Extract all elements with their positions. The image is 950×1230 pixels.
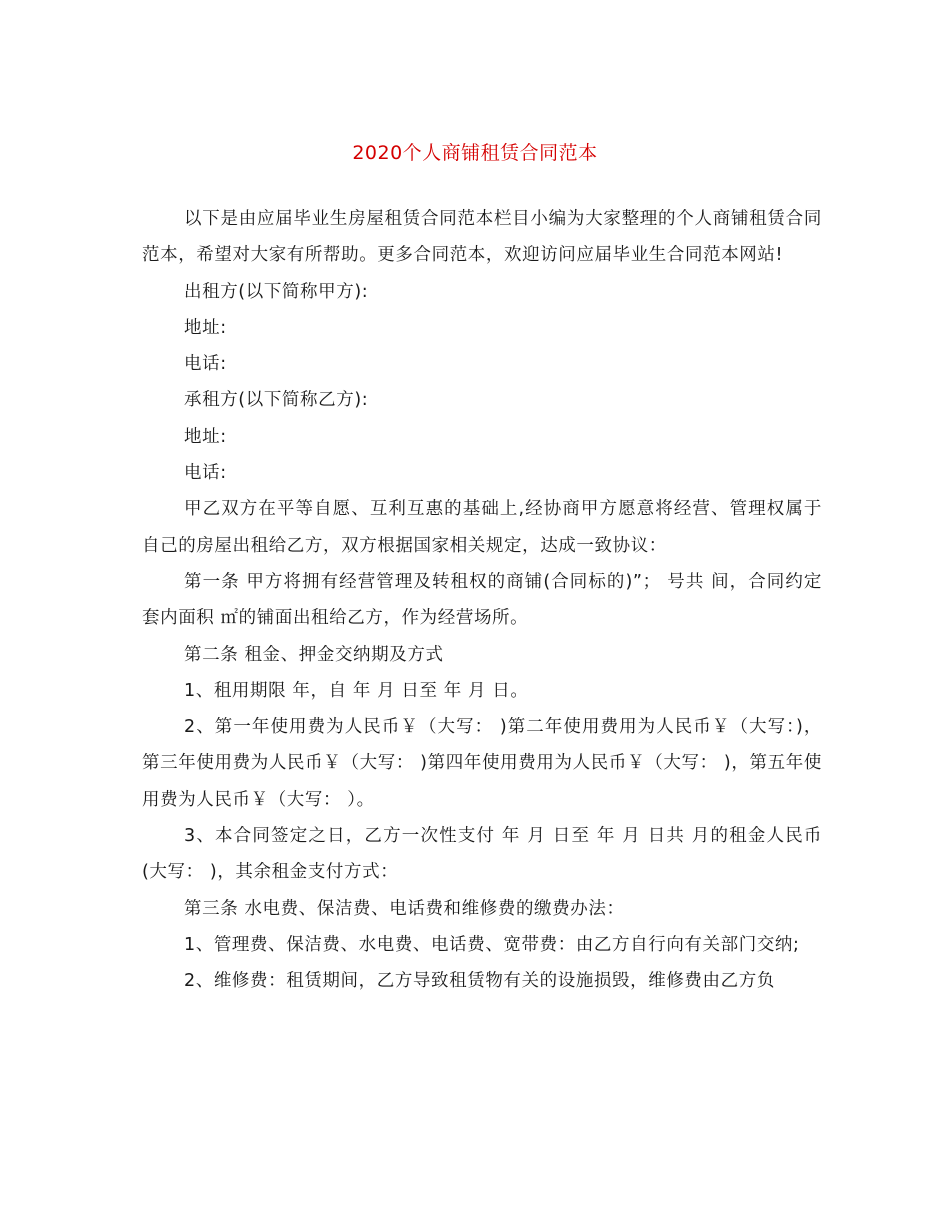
- paragraph-article-2-heading: 第二条 租金、押金交纳期及方式: [184, 644, 444, 665]
- paragraph-agreement: 甲乙双方在平等自愿、互利互惠的基础上,经协商甲方愿意将经营、管理权属于自己的房屋出租给乙方，双方根据国家相关规定，达成一致协议：: [142, 499, 822, 556]
- document-title: 2020个人商铺租赁合同范本: [352, 142, 598, 164]
- paragraph-lessee: 承租方(以下简称乙方):: [184, 390, 369, 411]
- paragraph-intro: 以下是由应届毕业生房屋租赁合同范本栏目小编为大家整理的个人商铺租赁合同范本，希望对大家有所帮助。更多合同范本，欢迎访问应届毕业生合同范本网站!: [142, 209, 822, 266]
- paragraph-lessor-phone: 电话:: [184, 354, 227, 375]
- paragraph-article-2-item-1: 1、租用期限 年，自 年 月 日至 年 月 日。: [184, 680, 529, 701]
- paragraph-lessor: 出租方(以下简称甲方):: [184, 281, 369, 302]
- paragraph-lessor-address: 地址:: [184, 317, 227, 338]
- paragraph-article-3-heading: 第三条 水电费、保洁费、电话费和维修费的缴费办法：: [184, 898, 625, 919]
- paragraph-article-2-item-3: 3、本合同签定之日，乙方一次性支付 年 月 日至 年 月 日共 月的租金人民币(大写： )，其余租金支付方式：: [142, 826, 822, 883]
- paragraph-article-3-item-2: 2、维修费：租赁期间，乙方导致租赁物有关的设施损毁，维修费由乙方负: [184, 971, 775, 992]
- paragraph-lessee-address: 地址:: [184, 426, 227, 447]
- paragraph-article-2-item-2: 2、第一年使用费为人民币￥（大写： )第二年使用费用为人民币￥（大写：)， 第三年使用费为人民币￥（大写： )第四年使用费用为人民币￥（大写： )，第五年使用费为人民币￥（大写： ）。: [142, 717, 822, 810]
- paragraph-article-1: 第一条 甲方将拥有经营管理及转租权的商铺(合同标的)”； 号共 间，合同约定套内面积 ㎡的铺面出租给乙方，作为经营场所。: [142, 571, 822, 629]
- paragraph-lessee-phone: 电话:: [184, 463, 227, 484]
- document-body: [142, 201, 822, 1000]
- paragraph-article-3-item-1: 1、管理费、保洁费、水电费、电话费、宽带费：由乙方自行向有关部门交纳;: [184, 934, 800, 955]
